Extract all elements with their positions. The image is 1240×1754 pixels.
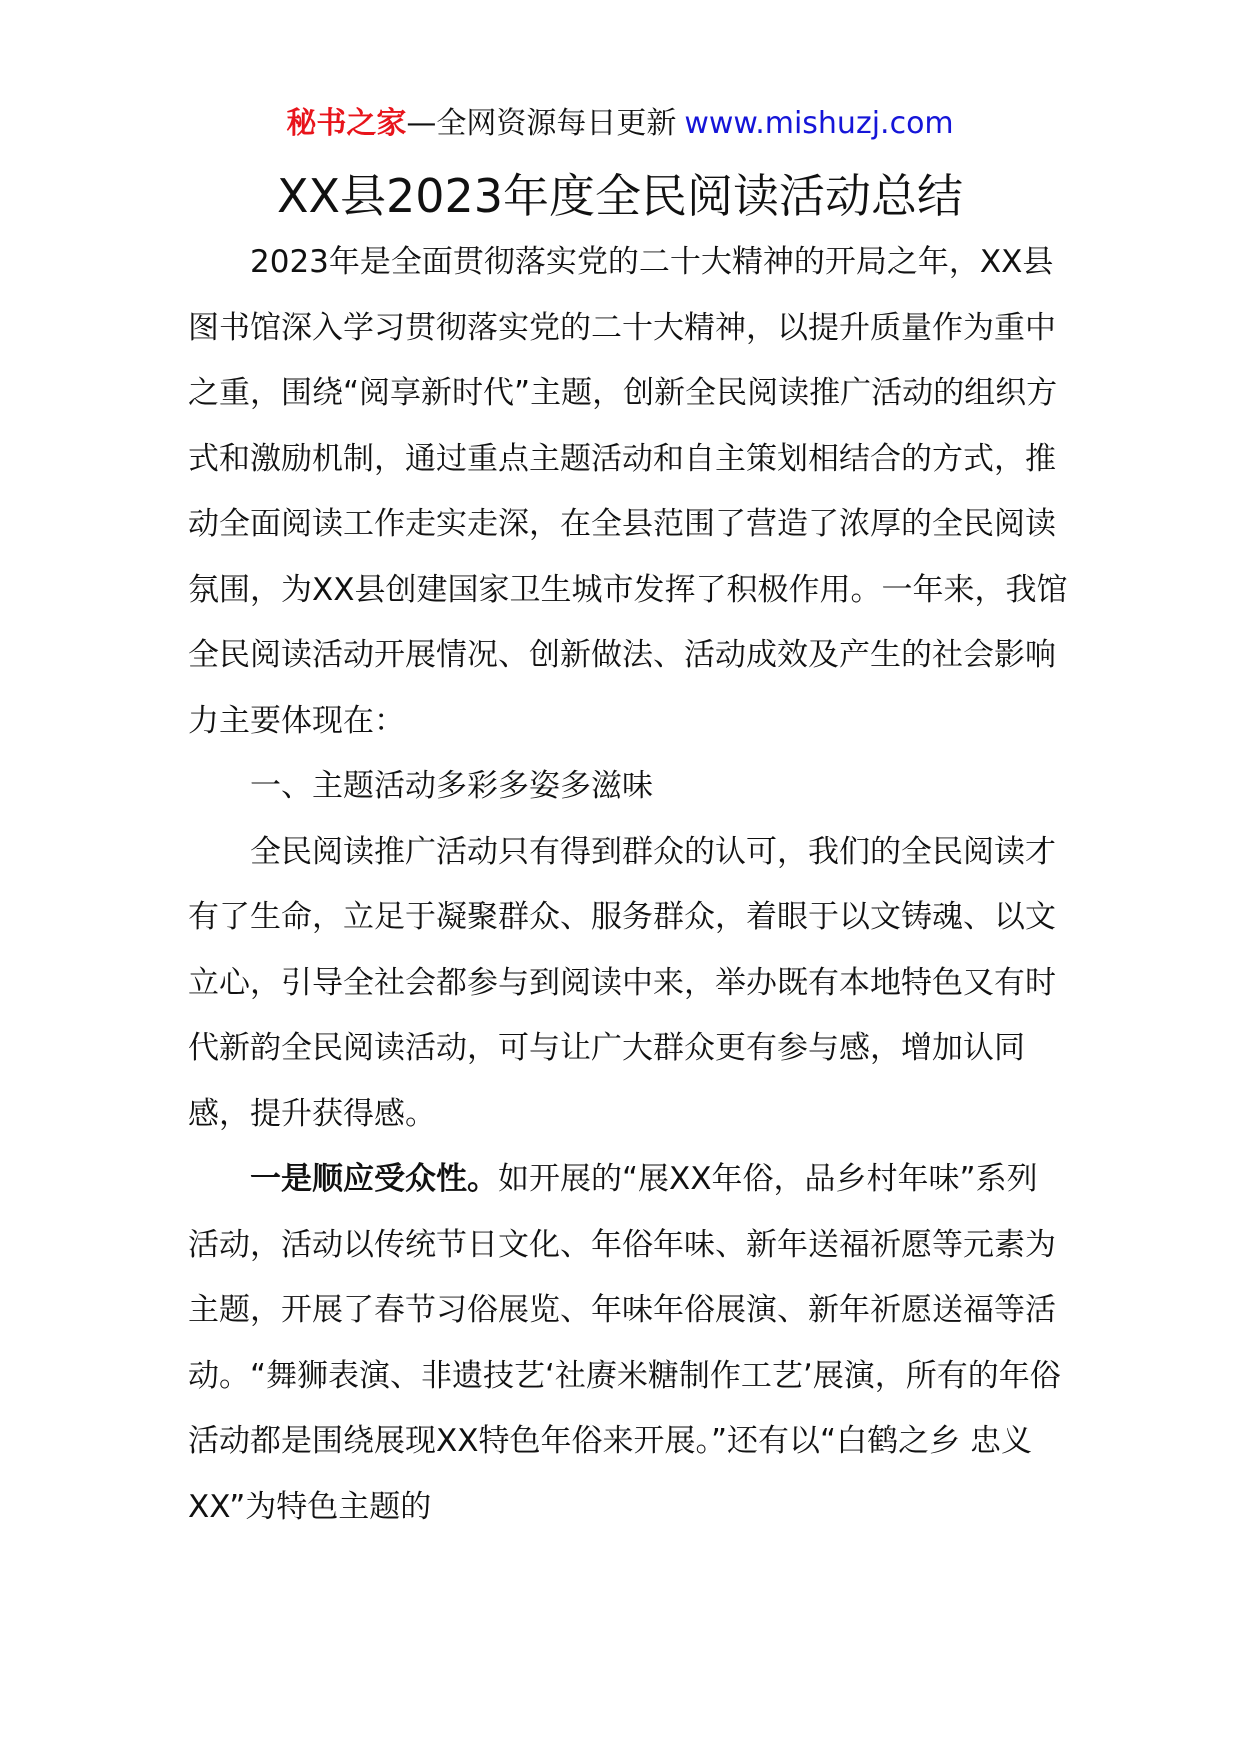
watermark-header [0,100,1240,148]
site-url-link[interactable]: www.mishuzj.com [684,106,954,141]
section-paragraph: 全民阅读推广活动只有得到群众的认可，我们的全民阅读才有了生命，立足于凝聚群众、服务群众，着眼于以文铸魂、以文立心，引导全社会都参与到阅读中来，举办既有本地特色又有时代新韵全民阅读活动，可与让广大群众更有参与感，增加认同感，提升获得感。 [188,833,1056,1132]
point-text: 如开展的“展XX年俗，品乡村年味”系列活动，活动以传统节日文化、年俗年味、新年送福祈愿等元素为主题，开展了春节习俗展览、年味年俗展演、新年祈愿送福等活动。“舞狮表演、非遗技艺‘社赓米糖制作工艺’展演，所有的年俗活动都是围绕展现XX特色年俗来开展。”还有以“白鹤之乡 忠义XX”为特色主题的 [188,1161,1061,1525]
document-body [188,230,1068,1540]
brand-name: 秘书之家 [286,106,407,141]
document-title: XX县2023年度全民阅读活动总结 [276,169,964,223]
section-heading: 一、主题活动多彩多姿多滋味 [250,768,653,804]
point-paragraph [188,1147,1068,1540]
intro-paragraph: 2023年是全面贯彻落实党的二十大精神的开局之年，XX县图书馆深入学习贯彻落实党的二十大精神，以提升质量作为重中之重，围绕“阅享新时代”主题，创新全民阅读推广活动的组织方式和激励机制，通过重点主题活动和自主策划相结合的方式，推动全面阅读工作走实走深，在全县范围了营造了浓厚的全民阅读氛围，为XX县创建国家卫生城市发挥了积极作用。一年来，我馆全民阅读活动开展情况、创新做法、活动成效及产生的社会影响力主要体现在： [188,244,1068,739]
point-lead: 一是顺应受众性。 [250,1161,498,1197]
tagline: —全网资源每日更新 [406,106,677,141]
